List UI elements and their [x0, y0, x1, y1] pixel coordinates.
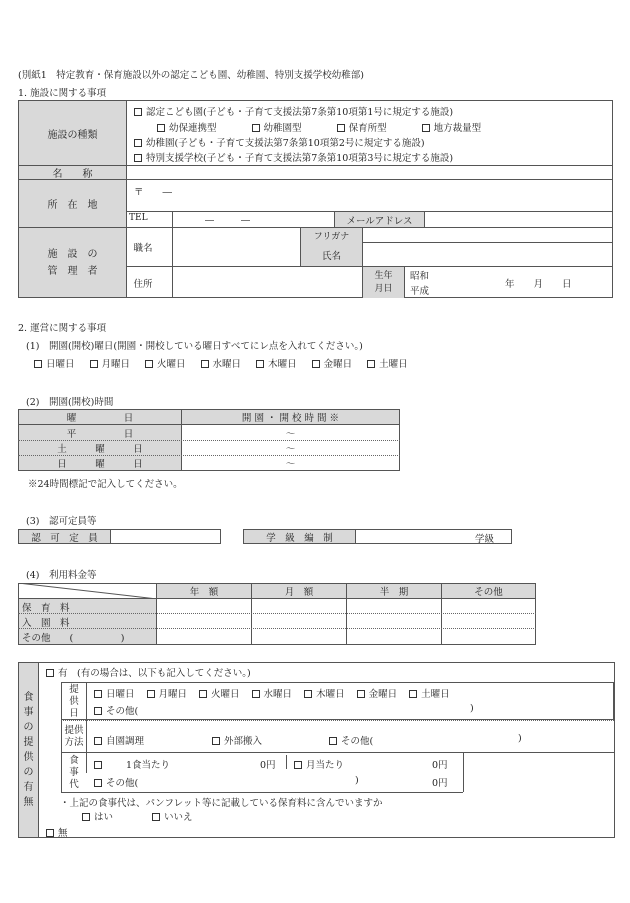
- option-label: いいえ: [164, 812, 193, 823]
- fee-other[interactable]: [94, 775, 138, 789]
- option-label: 地方裁量型: [433, 123, 482, 134]
- option-nintei-kodomoen[interactable]: [134, 104, 453, 118]
- hours-title: (2) 開園(開校)時間: [26, 397, 114, 408]
- day-label: 水曜日: [212, 359, 242, 370]
- fee-row-nyuen: 入 園 料: [22, 618, 70, 629]
- meal-day-saturday[interactable]: [409, 686, 450, 700]
- fee-row-other[interactable]: その他 ( ): [22, 633, 125, 644]
- tel-label: TEL: [129, 213, 148, 223]
- dob-label: 生年 月日: [374, 270, 393, 294]
- fee-col-other: その他: [474, 587, 503, 598]
- checkbox-icon[interactable]: [329, 737, 337, 745]
- address-label: 所 在 地: [47, 200, 98, 211]
- day-label: 土曜日: [379, 359, 408, 370]
- facility-type-label: 施設の種類: [47, 129, 98, 141]
- checkbox-icon[interactable]: [256, 360, 264, 368]
- checkbox-icon[interactable]: [337, 124, 345, 132]
- answer-yes[interactable]: [82, 809, 113, 823]
- day-label: 木曜日: [268, 359, 297, 370]
- checkbox-icon[interactable]: [304, 690, 312, 698]
- manager-name-field[interactable]: [363, 243, 612, 266]
- fee-col-month: 月 額: [284, 587, 314, 598]
- meal-day-monday[interactable]: [147, 686, 188, 700]
- name-label: 氏名: [321, 250, 341, 262]
- class-unit: 学級: [475, 534, 495, 545]
- meal-days-label: 提供日: [69, 683, 79, 719]
- hours-weekday-field[interactable]: ～: [285, 428, 296, 440]
- option-label: その他(: [106, 706, 139, 717]
- meal-fee-label: 食事代: [69, 754, 79, 790]
- era-showa[interactable]: 昭和: [410, 271, 430, 282]
- meal-method-label: 提供方法: [64, 724, 84, 748]
- meal-day-sunday[interactable]: [94, 686, 135, 700]
- subtype-hoikusho[interactable]: [337, 123, 387, 134]
- document-title: (別紙1 特定教育・保育施設以外の認定こども園、幼稚園、特別支援学校幼稚部): [18, 70, 364, 81]
- option-label: 幼稚園型: [263, 123, 302, 134]
- meal-day-wednesday[interactable]: [252, 686, 293, 700]
- day-label: 月曜日: [101, 359, 131, 370]
- era-heisei[interactable]: 平成: [410, 286, 430, 297]
- fee-col-half: 半 期: [379, 587, 409, 598]
- tel-field[interactable]: ― ―: [205, 216, 251, 226]
- method-gaibu[interactable]: [212, 733, 262, 747]
- open-days-row: [34, 356, 408, 370]
- manager-label: 施 設 の 管 理 者: [47, 248, 98, 277]
- postal-code-field[interactable]: 〒 ―: [134, 187, 173, 198]
- day-label: 月曜日: [158, 689, 188, 700]
- fee-per-meal[interactable]: [94, 757, 170, 771]
- meal-day-other-close: ): [470, 703, 474, 714]
- meal-day-thursday[interactable]: [304, 686, 345, 700]
- checkbox-icon[interactable]: [46, 829, 54, 837]
- checkbox-icon[interactable]: [409, 690, 417, 698]
- checkbox-icon[interactable]: [422, 124, 430, 132]
- checkbox-icon[interactable]: [201, 360, 209, 368]
- checkbox-icon[interactable]: [134, 154, 142, 162]
- day-label: 木曜日: [316, 689, 345, 700]
- checkbox-icon[interactable]: [94, 761, 102, 769]
- checkbox-icon[interactable]: [94, 690, 102, 698]
- hours-row-weekday: 平 日: [66, 428, 134, 440]
- option-label: 幼保連携型: [169, 123, 217, 134]
- meal-day-other[interactable]: [94, 703, 138, 717]
- fee-per-month[interactable]: [294, 757, 344, 771]
- furigana-field[interactable]: [363, 228, 612, 242]
- meal-side-label: 食事の提供の有無: [23, 692, 34, 808]
- day-sunday[interactable]: [34, 356, 75, 370]
- checkbox-icon[interactable]: [134, 108, 142, 116]
- open-days-title: (1) 開園(開校)曜日(開園・開校している曜日すべてにレ点を入れてください。): [26, 341, 363, 352]
- option-label: 保育所型: [348, 123, 387, 134]
- subtype-chiho[interactable]: [422, 123, 482, 134]
- hours-sunday-field[interactable]: ～: [285, 459, 296, 470]
- job-title-field[interactable]: [173, 228, 299, 266]
- day-label: 土曜日: [421, 689, 450, 700]
- option-label: 1食当たり: [126, 760, 171, 771]
- option-label: 外部搬入: [224, 736, 263, 747]
- checkbox-icon[interactable]: [252, 690, 260, 698]
- facility-name-label: 名 称: [52, 169, 93, 180]
- hours-saturday-field[interactable]: ～: [285, 444, 296, 455]
- option-label: その他(: [341, 736, 374, 747]
- checkbox-icon[interactable]: [367, 360, 375, 368]
- option-label: 特別支援学校(子ども・子育て支援法第7条第10項第3号に規定する施設): [146, 153, 454, 164]
- option-label: はい: [94, 812, 114, 823]
- dob-ymd[interactable]: 年 月 日: [505, 279, 572, 290]
- checkbox-icon[interactable]: [94, 779, 102, 787]
- day-thursday[interactable]: [256, 356, 297, 370]
- job-title-label: 職名: [133, 243, 153, 254]
- facility-name-field[interactable]: [127, 166, 612, 179]
- day-monday[interactable]: [90, 356, 131, 370]
- checkbox-icon[interactable]: [199, 690, 207, 698]
- furigana-label: フリガナ: [313, 231, 350, 242]
- fee-other-value[interactable]: 0円: [432, 778, 448, 789]
- checkbox-icon[interactable]: [94, 737, 102, 745]
- day-friday[interactable]: [312, 356, 353, 370]
- checkbox-icon[interactable]: [147, 690, 155, 698]
- day-label: 火曜日: [211, 689, 240, 700]
- manager-address-field[interactable]: [173, 267, 361, 298]
- checkbox-icon[interactable]: [94, 707, 102, 715]
- fee-per-meal-value[interactable]: 0円: [260, 760, 276, 771]
- meal-days-row: [94, 686, 450, 700]
- capacity-label: 認 可 定 員: [31, 532, 98, 544]
- meal-day-tuesday[interactable]: [199, 686, 240, 700]
- checkbox-icon[interactable]: [134, 139, 142, 147]
- checkbox-icon[interactable]: [82, 813, 90, 821]
- option-label: 認定こども園(子ども・子育て支援法第7条第10項第1号に規定する施設): [146, 107, 454, 118]
- fee-row-hoiku: 保 育 料: [22, 603, 70, 614]
- section1-title: 1. 施設に関する事項: [18, 88, 107, 99]
- checkbox-icon[interactable]: [145, 360, 153, 368]
- meal-question: ・上記の食事代は、パンフレット等に記載している保育料に含んでいますか: [60, 798, 383, 809]
- day-label: 水曜日: [263, 689, 293, 700]
- subtype-hoiku-renkei[interactable]: [157, 123, 217, 134]
- capacity-field[interactable]: [110, 529, 221, 544]
- option-label: 自園調理: [106, 736, 145, 747]
- checkbox-icon[interactable]: [357, 690, 365, 698]
- answer-no[interactable]: [152, 809, 193, 823]
- hours-row-sunday: 日 曜 日: [57, 459, 143, 470]
- day-label: 日曜日: [106, 689, 135, 700]
- checkbox-icon[interactable]: [294, 761, 302, 769]
- method-other[interactable]: [329, 733, 373, 747]
- address2-label: 住所: [133, 278, 153, 290]
- checkbox-icon[interactable]: [34, 360, 42, 368]
- fee-per-month-value[interactable]: 0円: [432, 760, 448, 771]
- hours-row-saturday: 土 曜 日: [57, 444, 143, 455]
- method-jien[interactable]: [94, 733, 144, 747]
- email-field[interactable]: [425, 212, 612, 227]
- fee-other-close: ): [355, 775, 359, 786]
- option-tokubetsu-shien[interactable]: [134, 150, 453, 164]
- diagonal-line-icon: [18, 583, 157, 599]
- checkbox-icon[interactable]: [157, 124, 165, 132]
- day-label: 金曜日: [368, 689, 398, 700]
- subtype-row: [157, 120, 481, 134]
- capacity-title: (3) 認可定員等: [26, 516, 97, 527]
- fee-col-year: 年 額: [189, 587, 219, 598]
- day-label: 日曜日: [46, 359, 75, 370]
- section2-title: 2. 運営に関する事項: [18, 323, 107, 334]
- checkbox-icon[interactable]: [46, 669, 54, 677]
- email-label: メールアドレス: [346, 215, 413, 227]
- day-saturday[interactable]: [367, 356, 408, 370]
- meal-no[interactable]: [46, 825, 68, 839]
- checkbox-icon[interactable]: [212, 737, 220, 745]
- option-label: 有 (有の場合は、以下も記入してください。): [58, 668, 251, 679]
- day-label: 火曜日: [157, 359, 186, 370]
- option-label: 幼稚園(子ども・子育て支援法第7条第10項第2号に規定する施設): [146, 138, 425, 149]
- method-other-close: ): [518, 733, 522, 744]
- checkbox-icon[interactable]: [252, 124, 260, 132]
- option-label: その他(: [106, 778, 139, 789]
- option-label: 無: [58, 828, 68, 839]
- checkbox-icon[interactable]: [312, 360, 320, 368]
- hours-col-day: 曜 日: [66, 413, 134, 424]
- day-wednesday[interactable]: [201, 356, 242, 370]
- subtype-youchien[interactable]: [252, 123, 302, 134]
- hours-col-time: 開 園 ・ 開 校 時 間 ※: [241, 413, 340, 424]
- hours-note: ※24時間標記で記入してください。: [28, 479, 183, 490]
- day-tuesday[interactable]: [145, 356, 186, 370]
- fee-title: (4) 利用料金等: [26, 570, 97, 581]
- meal-day-friday[interactable]: [357, 686, 398, 700]
- checkbox-icon[interactable]: [90, 360, 98, 368]
- class-label: 学 級 編 制: [266, 532, 333, 544]
- day-label: 金曜日: [323, 359, 353, 370]
- meal-yes[interactable]: [46, 665, 251, 679]
- checkbox-icon[interactable]: [152, 813, 160, 821]
- option-label: 月当たり: [306, 760, 345, 771]
- option-youchien[interactable]: [134, 135, 425, 149]
